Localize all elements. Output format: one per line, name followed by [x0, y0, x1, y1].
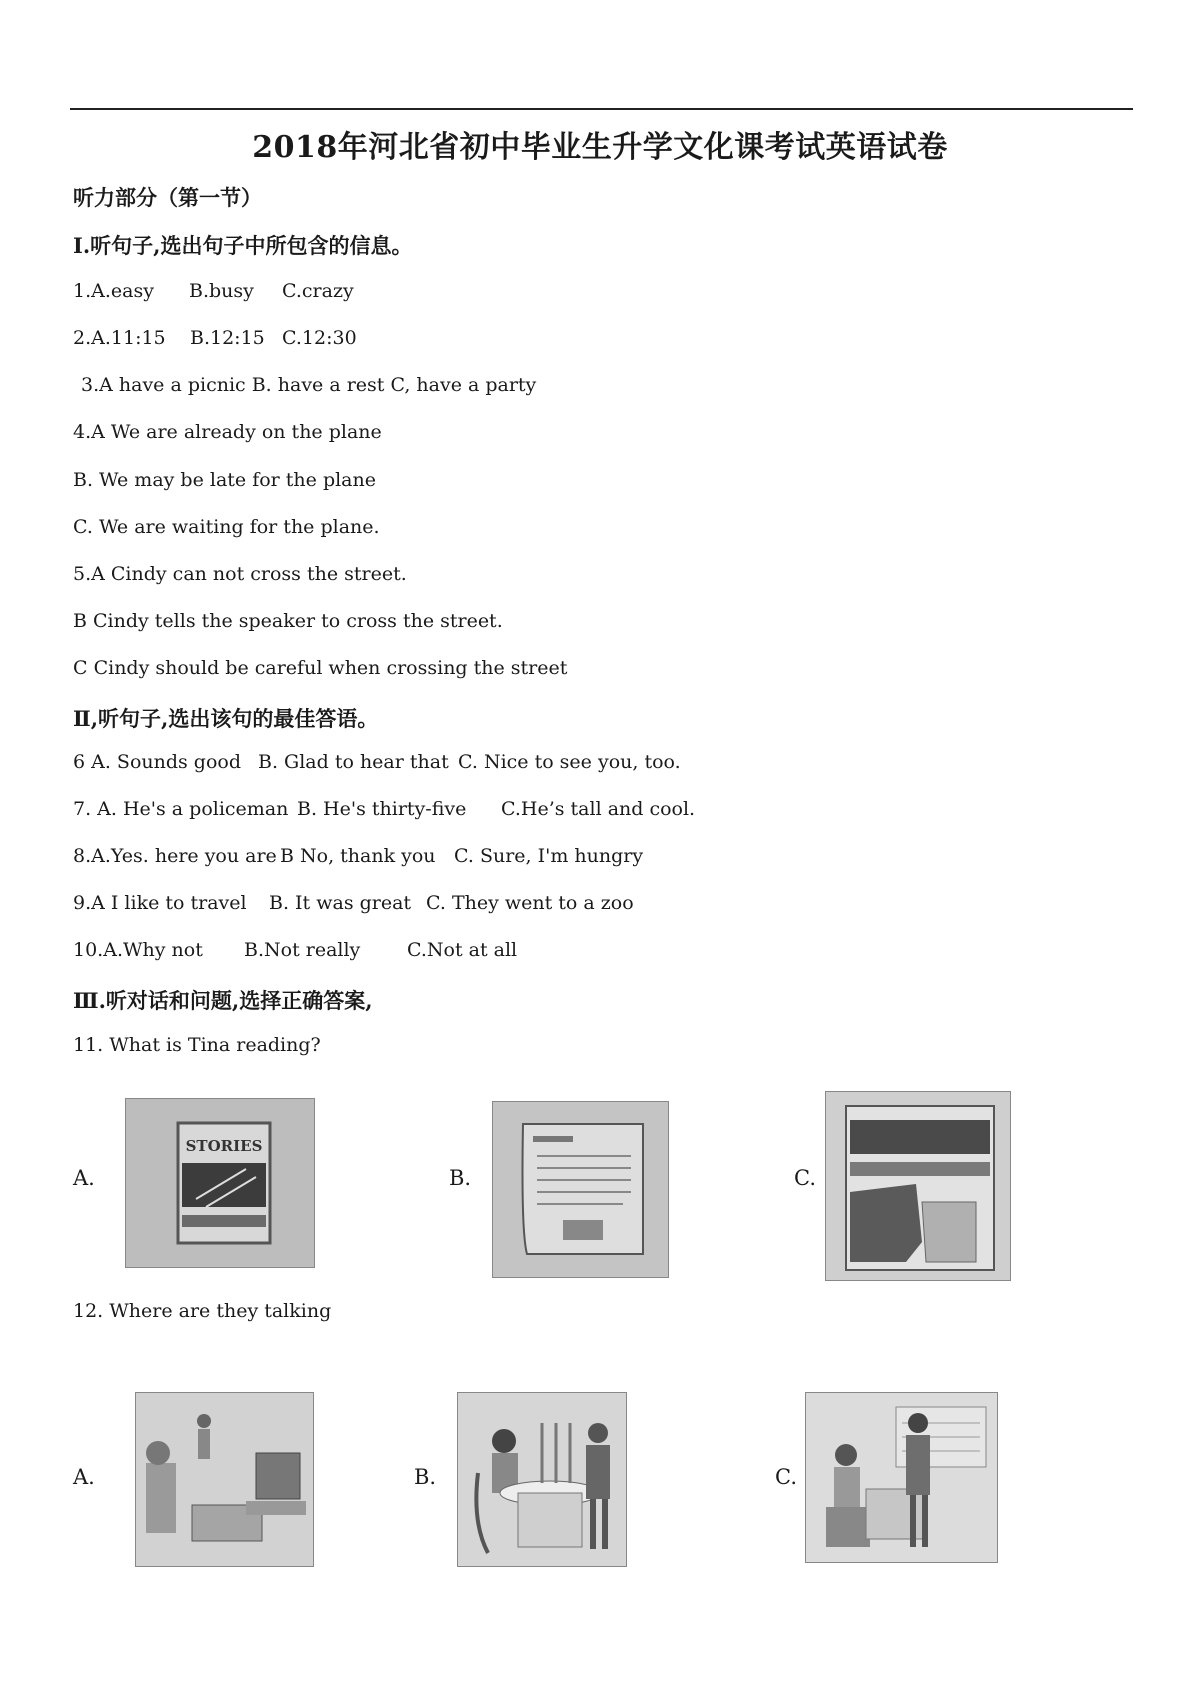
q8-option-a: 8.A.Yes. here you are	[73, 845, 277, 867]
section-2-heading: Ⅱ,听句子,选出该句的最佳答语。	[73, 706, 379, 731]
q6-option-c: C. Nice to see you, too.	[458, 751, 681, 773]
q11-label-a: A.	[73, 1166, 95, 1190]
part-heading: 听力部分（第一节）	[73, 185, 262, 210]
question-2	[73, 327, 357, 349]
q12-label-a: A.	[73, 1465, 95, 1489]
book-cover-text: STORIES	[185, 1137, 263, 1155]
q2-option-b: B.12:15	[190, 327, 265, 349]
q6-option-a: 6 A. Sounds good	[73, 751, 242, 773]
question-10	[73, 939, 517, 961]
question-7	[73, 798, 695, 820]
q4-option-c: C. We are waiting for the plane.	[73, 516, 380, 538]
question-3: 3.A have a picnic B. have a rest C, have a party	[81, 374, 537, 396]
q10-option-a: 10.A.Why not	[73, 939, 203, 961]
q12-label-c: C.	[775, 1465, 797, 1489]
q8-option-b: B No, thank you	[280, 845, 436, 867]
q11-label-c: C.	[794, 1166, 816, 1190]
living-room-illustration	[136, 1393, 313, 1566]
question-8	[73, 845, 643, 867]
q8-option-c: C. Sure, I'm hungry	[454, 845, 644, 867]
q7-option-a: 7. A. He's a policeman	[73, 798, 289, 820]
q5-option-a: 5.A Cindy can not cross the street.	[73, 563, 407, 585]
q4-option-b: B. We may be late for the plane	[73, 469, 376, 491]
q4-option-a: 4.A We are already on the plane	[73, 421, 382, 443]
q12-image-c-office	[805, 1392, 998, 1563]
q10-option-c: C.Not at all	[407, 939, 518, 961]
q6-option-b: B. Glad to hear that	[258, 751, 449, 773]
q9-option-c: C. They went to a zoo	[426, 892, 634, 914]
q12-label-b: B.	[414, 1465, 437, 1489]
q10-option-b: B.Not really	[244, 939, 361, 961]
question-12: 12. Where are they talking	[73, 1300, 332, 1322]
section-1-heading: I.听句子,选出句子中所包含的信息。	[73, 233, 413, 258]
storybook-illustration	[126, 1099, 314, 1267]
q7-option-b: B. He's thirty-five	[297, 798, 467, 820]
q1-option-b: B.busy	[189, 280, 254, 302]
q11-label-b: B.	[449, 1166, 472, 1190]
restaurant-illustration	[458, 1393, 626, 1566]
q12-image-b-restaurant	[457, 1392, 627, 1567]
q9-option-b: B. It was great	[269, 892, 412, 914]
q1-option-c: C.crazy	[282, 280, 354, 302]
q11-image-a-storybook	[125, 1098, 315, 1268]
q1-option-a: 1.A.easy	[73, 280, 154, 302]
q5-option-c: C Cindy should be careful when crossing the street	[73, 657, 568, 679]
q11-image-c-magazine	[825, 1091, 1011, 1281]
q9-option-a: 9.A I like to travel	[73, 892, 247, 914]
q7-option-c: C.He’s tall and cool.	[501, 798, 696, 820]
page-title: 2018年河北省初中毕业生升学文化课考试英语试卷	[252, 130, 948, 165]
section-3-heading: Ⅲ.听对话和问题,选择正确答案,	[73, 988, 373, 1013]
question-1	[73, 280, 354, 302]
question-9	[73, 892, 634, 914]
q11-image-b-letter	[492, 1101, 669, 1278]
question-11: 11. What is Tina reading?	[73, 1034, 321, 1056]
q2-option-a: 2.A.11:15	[73, 327, 166, 349]
question-6	[73, 751, 681, 773]
q2-option-c: C.12:30	[282, 327, 357, 349]
magazine-illustration	[826, 1092, 1010, 1280]
office-illustration	[806, 1393, 997, 1562]
q5-option-b: B Cindy tells the speaker to cross the street.	[73, 610, 503, 632]
letter-illustration	[493, 1102, 668, 1277]
top-rule	[70, 108, 1133, 110]
q12-image-a-living-room	[135, 1392, 314, 1567]
